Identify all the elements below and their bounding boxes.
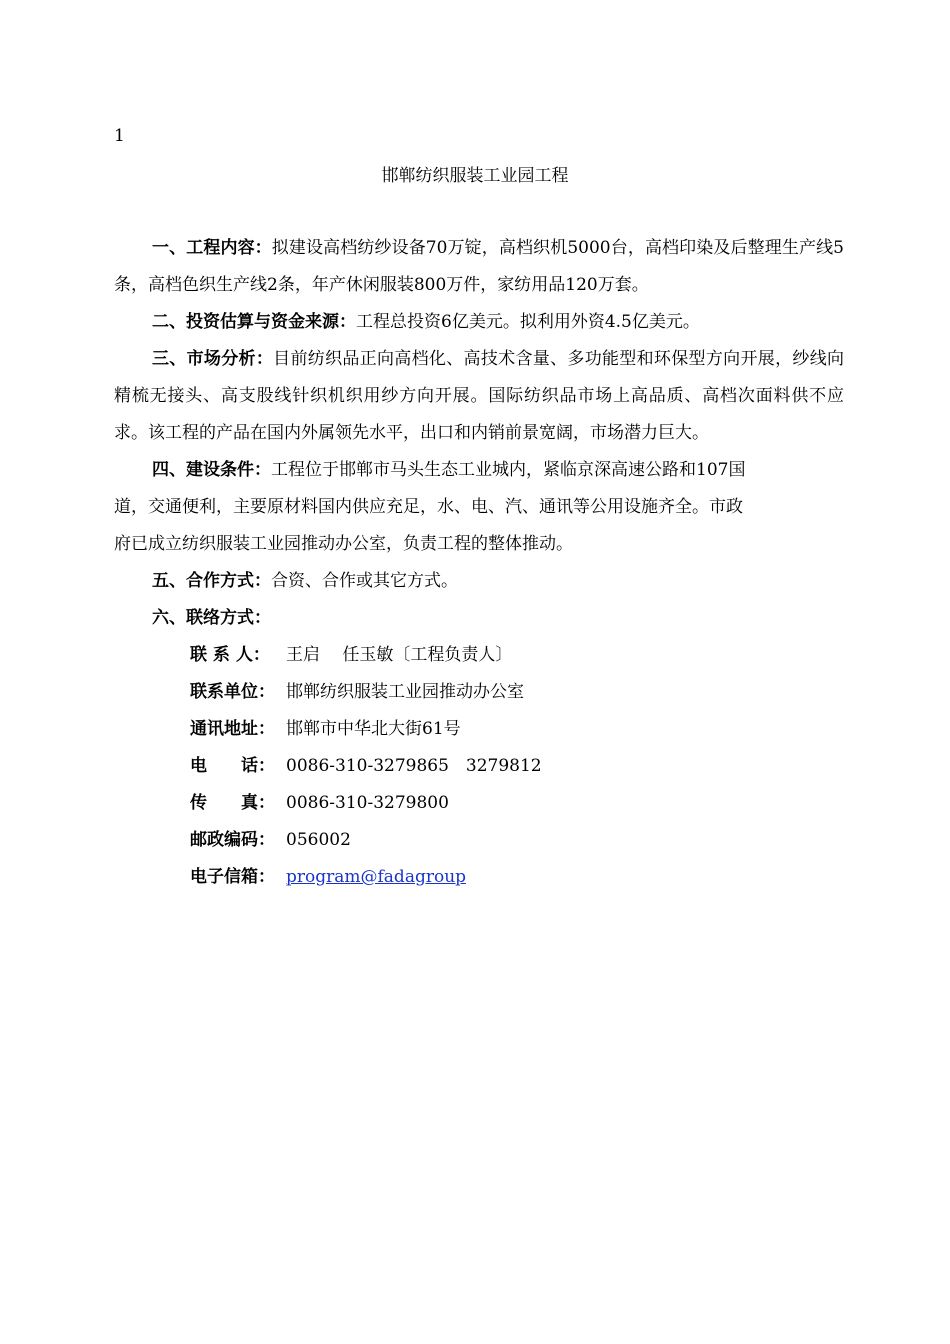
section-text: 合资、合作或其它方式。 — [271, 571, 458, 591]
page-title: 邯郸纺织服装工业园工程 — [381, 166, 569, 186]
contact-unit-row — [114, 674, 844, 711]
contact-email-label: 电子信箱： — [190, 867, 275, 887]
section-text: 拟建设高档纺纱设备70万锭，高档织机5000台，高档印染及后整理生产线5条，高档色织生产线2条，年产休闲服装800万件，家纺用品120万套。 — [114, 238, 844, 295]
section-heading: 三、市场分析： — [152, 349, 274, 369]
contact-address-row — [114, 711, 844, 748]
section-market — [114, 341, 844, 452]
contact-address-label: 通讯地址： — [190, 719, 275, 739]
section-heading: 二、投资估算与资金来源： — [152, 312, 356, 332]
section-investment — [114, 304, 844, 341]
contact-person-value: 王启 任玉敏〔工程负责人〕 — [286, 645, 513, 665]
contact-postcode-label: 邮政编码： — [190, 830, 275, 850]
contact-phone-row — [114, 748, 844, 785]
contact-phone-value: 0086-310-3279865 3279812 — [286, 756, 542, 776]
contact-postcode-value: 056002 — [286, 830, 351, 850]
contact-unit-value: 邯郸纺织服装工业园推动办公室 — [286, 682, 524, 702]
section-heading: 四、建设条件： — [152, 460, 271, 480]
contact-fax-row — [114, 785, 844, 822]
section-conditions-cont — [114, 489, 844, 526]
section-text: 工程总投资6亿美元。拟利用外资4.5亿美元。 — [356, 312, 700, 332]
contact-postcode-row — [114, 822, 844, 859]
document-body — [114, 230, 844, 896]
section-text: 工程位于邯郸市马头生态工业城内，紧临京深高速公路和107国 — [271, 460, 746, 480]
section-text: 道，交通便利，主要原材料国内供应充足，水、电、汽、通讯等公用设施齐全。市政 — [114, 497, 743, 517]
section-text: 目前纺织品正向高档化、高技术含量、多功能型和环保型方向开展，纱线向精梳无接头、高支股线针织机织用纱方向开展。国际纺织品市场上高品质、高档次面料供不应求。该工程的产品在国内外属领先水平，出口和内销前景宽阔，市场潜力巨大。 — [114, 349, 845, 443]
section-text: 府已成立纺织服装工业园推动办公室，负责工程的整体推动。 — [114, 534, 573, 554]
section-cooperation — [114, 563, 844, 600]
section-heading: 五、合作方式： — [152, 571, 271, 591]
email-link[interactable]: program@fadagroup — [286, 867, 467, 887]
contact-person-row — [114, 637, 844, 674]
section-heading: 一、工程内容： — [152, 238, 272, 258]
section-contact — [114, 600, 844, 637]
contact-person-label: 联 系 人： — [190, 645, 270, 665]
contact-phone-label: 电 话： — [190, 756, 275, 776]
section-heading: 六、联络方式： — [152, 608, 271, 628]
contact-fax-value: 0086-310-3279800 — [286, 793, 449, 813]
contact-fax-label: 传 真： — [190, 793, 275, 813]
section-conditions — [114, 452, 844, 489]
contact-address-value: 邯郸市中华北大街61号 — [286, 719, 461, 739]
section-content — [114, 230, 844, 304]
section-conditions-cont — [114, 526, 844, 563]
contact-email-row — [114, 859, 844, 896]
contact-unit-label: 联系单位： — [190, 682, 275, 702]
page-number: 1 — [114, 126, 125, 146]
